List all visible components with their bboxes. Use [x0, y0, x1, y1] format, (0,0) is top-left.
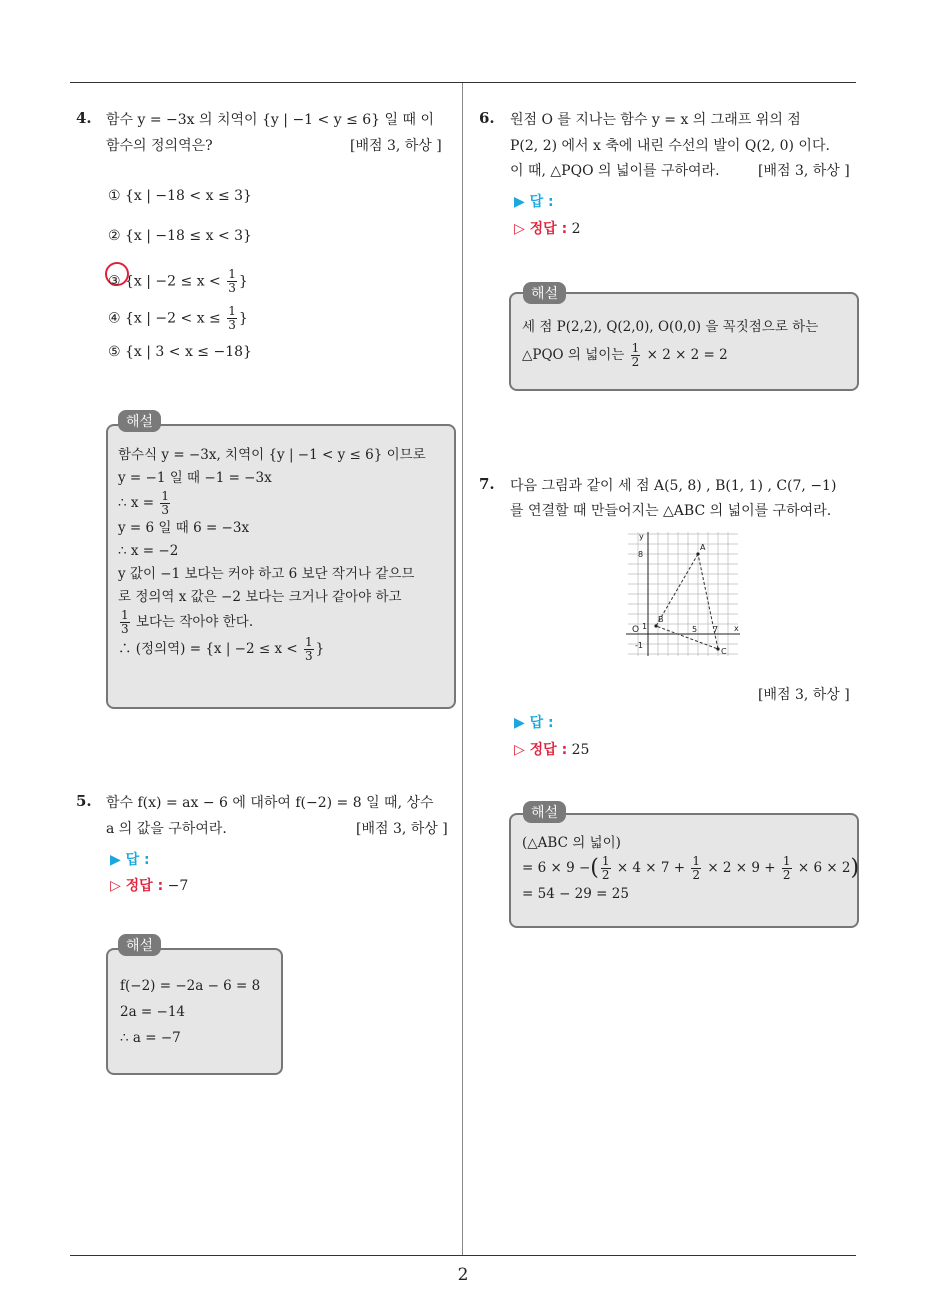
points-meta: [배점 3, 하상 ]: [758, 163, 850, 179]
choice-4-text: ④ {x | −2 < x ≤: [108, 310, 221, 327]
solution-tag: 해설: [118, 410, 161, 432]
tick-minus1: -1: [635, 641, 643, 650]
fraction: $\frac{1}{3}$: [228, 267, 236, 295]
solution-line: f(−2) = −2a − 6 = 8: [120, 978, 261, 994]
answer-label[interactable]: ▶ 답 :: [110, 852, 150, 868]
correct-label: ▷ 정답 :: [110, 878, 164, 894]
choice-1[interactable]: ① {x | −18 < x ≤ 3}: [108, 188, 252, 204]
tick-1: 1: [642, 622, 648, 631]
label-b: B: [658, 615, 664, 624]
problem-text-line2: 를 연결할 때 만들어지는 △ABC 의 넓이를 구하여라.: [510, 503, 832, 519]
answer-label[interactable]: ▶ 답 :: [514, 715, 554, 731]
solution-line: 2a = −14: [120, 1004, 186, 1020]
top-rule: [70, 82, 856, 83]
label-a: A: [700, 543, 706, 552]
correct-answer: [514, 739, 589, 759]
problem-text-line2: a 의 값을 구하여라.: [106, 821, 227, 837]
label-y: y: [639, 532, 644, 541]
point-c: [716, 647, 719, 650]
solution-line: ∴ x = −2: [118, 543, 179, 559]
solution-line: = 54 − 29 = 25: [522, 885, 629, 902]
solution-line: 로 정의역 x 값은 −2 보다는 크거나 같아야 하고: [118, 589, 402, 605]
solution-line: 함수식 y = −3x, 치역이 {y | −1 < y ≤ 6} 이므로: [118, 447, 426, 463]
problem-number: 6.: [479, 109, 495, 127]
correct-value: 2: [571, 221, 581, 237]
solution-line: 세 점 P(2,2), Q(2,0), O(0,0) 을 꼭짓점으로 하는: [522, 319, 819, 335]
solution-text: [522, 833, 859, 904]
choice-3[interactable]: ③ {x | −2 ≤ x < $\frac{1}{3}$ }: [108, 267, 248, 295]
points-meta: [배점 3, 하상 ]: [758, 687, 850, 703]
page-number: 2: [457, 1265, 469, 1285]
triangle-graph: [622, 530, 742, 658]
correct-label: ▷ 정답 :: [514, 221, 568, 237]
choice-5[interactable]: ⑤ {x | 3 < x ≤ −18}: [108, 344, 252, 360]
solution-tag: 해설: [523, 801, 566, 823]
problem-text-line1: 원점 O 를 지나는 함수 y = x 의 그래프 위의 점: [510, 112, 801, 128]
points-meta: [배점 3, 하상 ]: [350, 138, 442, 154]
tick-5: 5: [692, 625, 698, 634]
bottom-rule: [70, 1255, 856, 1256]
problem-text-line2: 함수의 정의역은?: [106, 138, 213, 154]
solution-text: [522, 313, 818, 369]
problem-text-line1: 다음 그림과 같이 세 점 A(5, 8) , B(1, 1) , C(7, −1): [510, 478, 837, 494]
choice-4[interactable]: ④ {x | −2 < x ≤ $\frac{1}{3}$ }: [108, 304, 248, 332]
correct-label: ▷ 정답 :: [514, 742, 568, 758]
solution-line: ∴ x = $\frac{1}{3}$: [118, 489, 170, 517]
problem-text-line1: 함수 f(x) = ax − 6 에 대하여 f(−2) = 8 일 때, 상수: [106, 795, 434, 811]
problem-number: 5.: [76, 792, 92, 810]
solution-line: y = 6 일 때 6 = −3x: [118, 520, 250, 536]
problem-text-line1: 함수 y = −3x 의 치역이 {y | −1 < y ≤ 6} 일 때 이: [106, 112, 434, 128]
tick-7: 7: [713, 625, 719, 634]
points-meta: [배점 3, 하상 ]: [356, 821, 448, 837]
solution-line: (△ABC 의 넓이): [522, 835, 621, 851]
choice-2[interactable]: ② {x | −18 ≤ x < 3}: [108, 228, 252, 244]
problem-number: 4.: [76, 109, 92, 127]
label-c: C: [721, 647, 727, 656]
point-b: [654, 624, 657, 627]
triangle-abc: [656, 554, 718, 649]
problem-number: 7.: [479, 475, 495, 493]
fraction: $\frac{1}{3}$: [228, 304, 236, 332]
solution-line: = 6 × 9 −( $\frac{1}{2}$ × 4 × 7 + $\frac{1}{2}$ × 2 × 9 + $\frac{1}{2}$ × 6 × 2): [522, 854, 860, 882]
tick-8: 8: [638, 550, 644, 559]
solution-line: y 값이 −1 보다는 커야 하고 6 보단 작거나 같으므: [118, 566, 415, 582]
solution-tag: 해설: [118, 934, 161, 956]
label-o: O: [632, 625, 640, 635]
correct-answer: [110, 875, 188, 895]
problem-text-line3: 이 때, △PQO 의 넓이를 구하여라.: [510, 163, 720, 179]
solution-text: [120, 973, 260, 1051]
solution-line: ∴ a = −7: [120, 1030, 181, 1046]
choice-3-text: ③ {x | −2 ≤ x <: [108, 273, 221, 290]
answer-label[interactable]: ▶ 답 :: [514, 194, 554, 210]
solution-text: [118, 444, 426, 663]
solution-line: y = −1 일 때 −1 = −3x: [118, 470, 272, 486]
solution-line: △PQO 의 넓이는 $\frac{1}{2}$ × 2 × 2 = 2: [522, 341, 728, 369]
label-x: x: [734, 624, 739, 633]
problem-text-line2: P(2, 2) 에서 x 축에 내린 수선의 발이 Q(2, 0) 이다.: [510, 138, 830, 154]
point-a: [696, 552, 699, 555]
correct-value: 25: [571, 742, 590, 758]
correct-answer: [514, 218, 581, 238]
column-divider: [462, 83, 463, 1255]
correct-value: −7: [167, 878, 189, 894]
solution-line: ∴ (정의역) = {x | −2 ≤ x < $\frac{1}{3}$ }: [118, 635, 325, 663]
solution-line: $\frac{1}{3}$ 보다는 작아야 한다.: [121, 608, 254, 636]
solution-tag: 해설: [523, 282, 566, 304]
